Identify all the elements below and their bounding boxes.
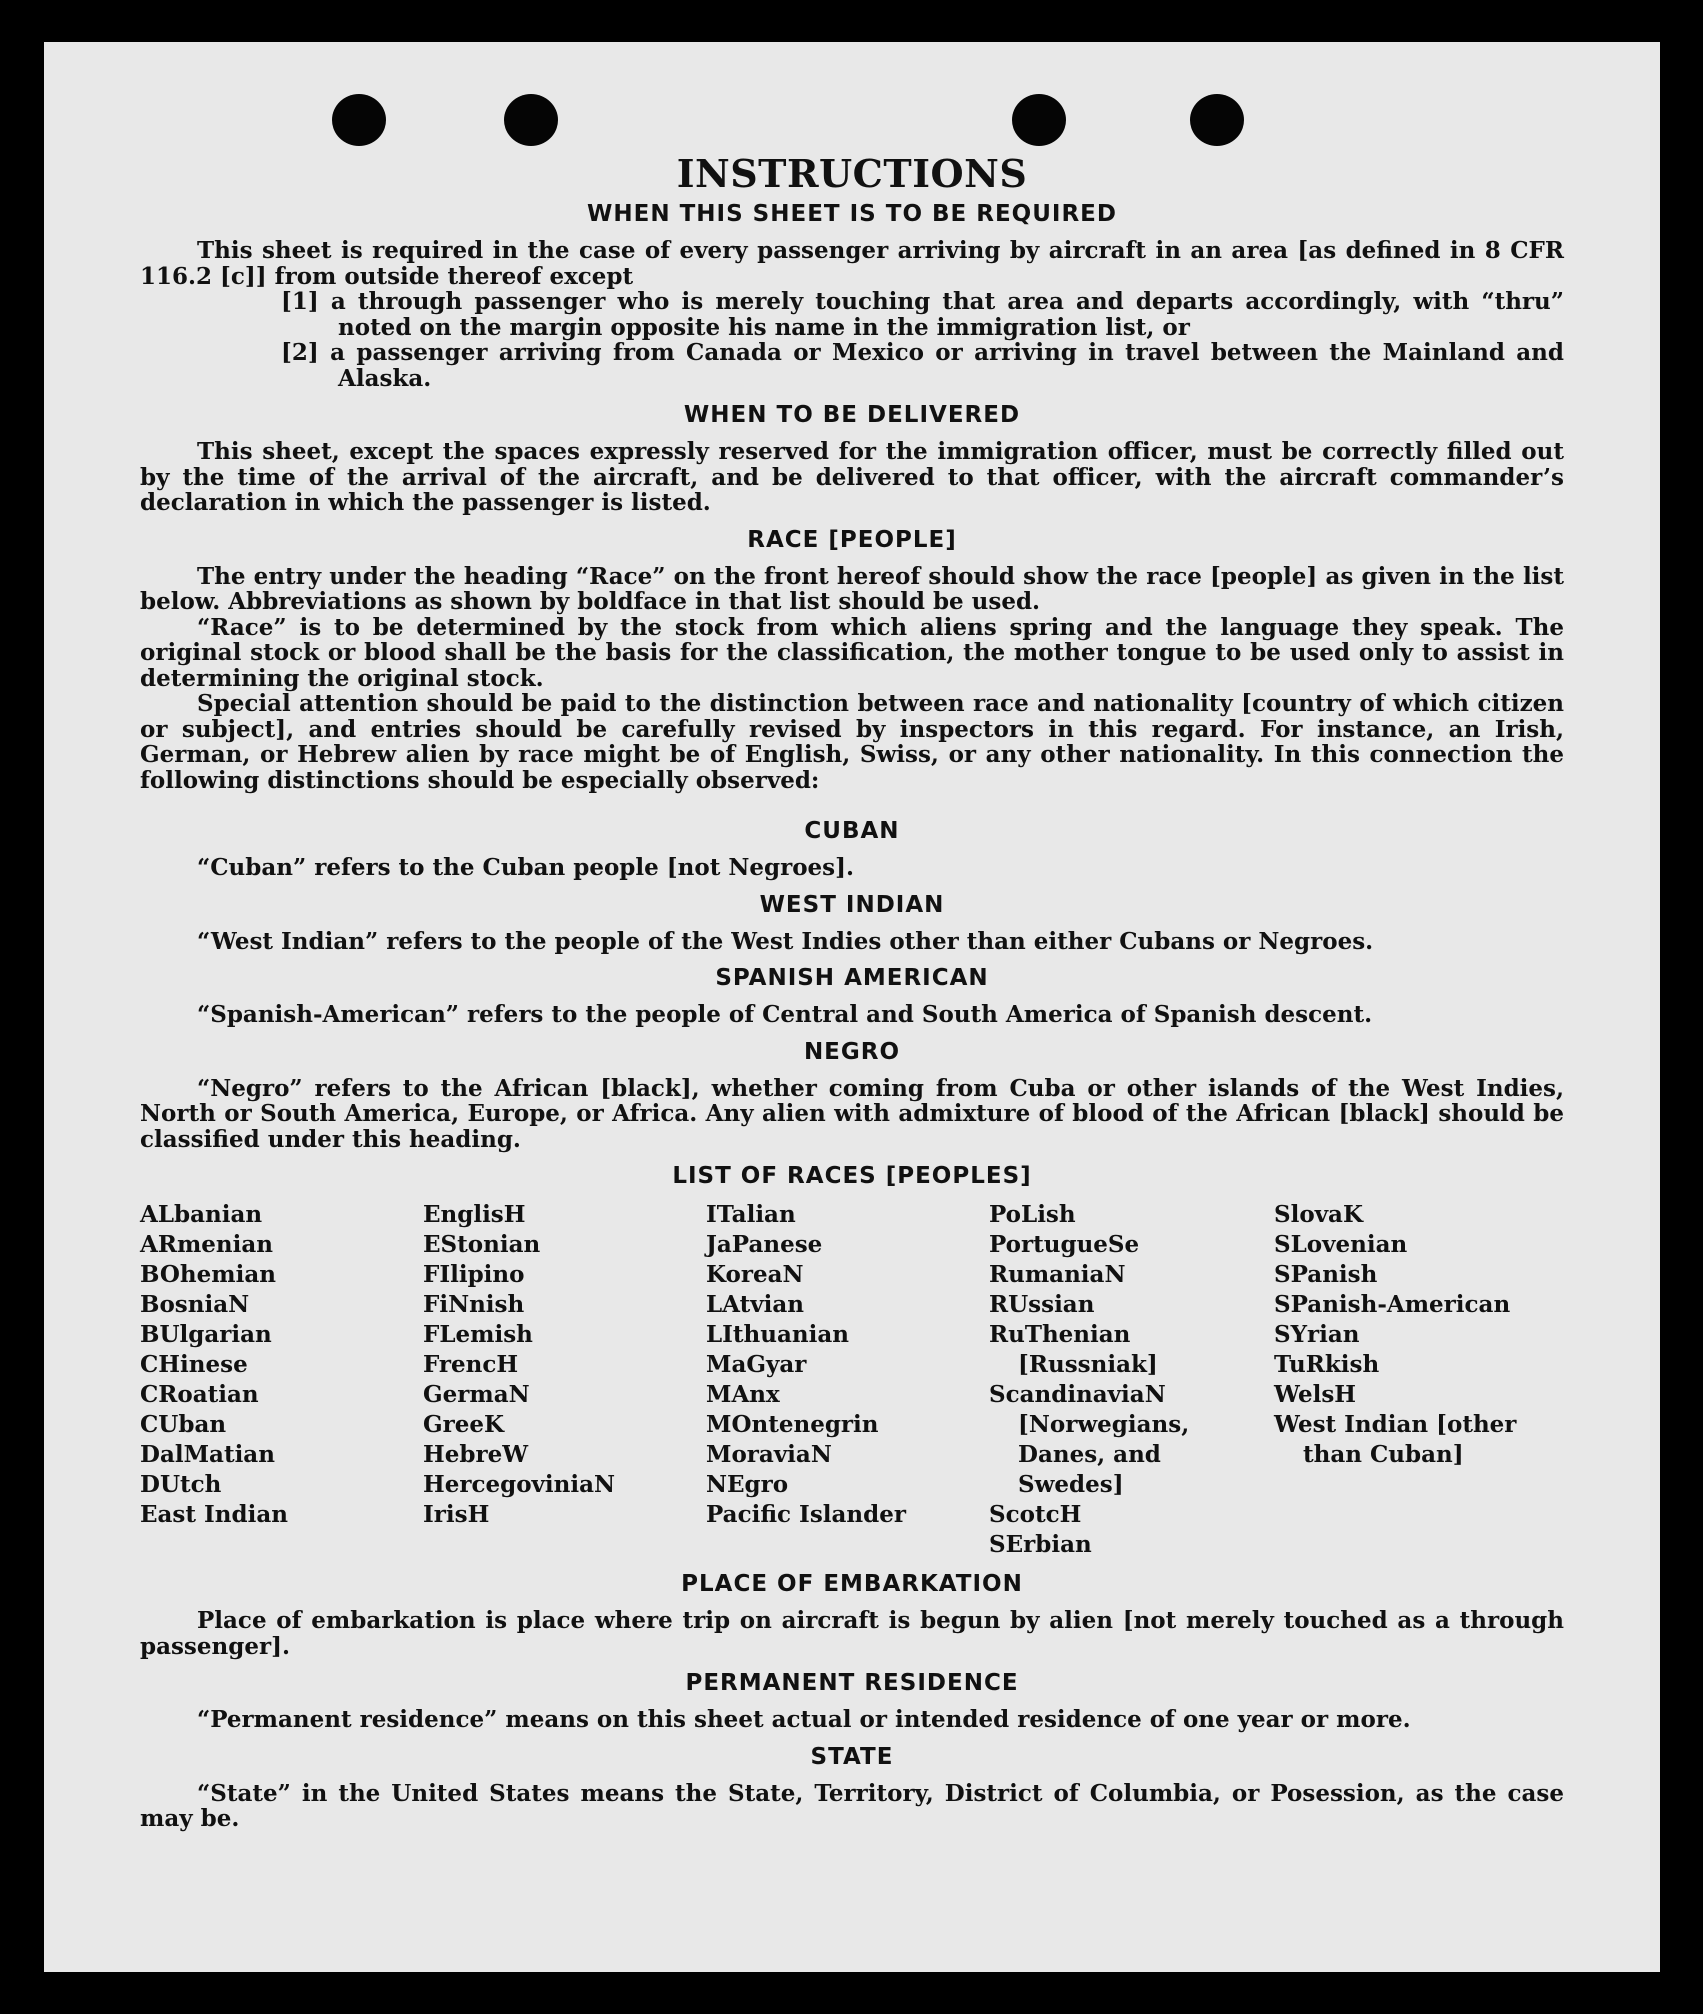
race-list-item: ScandinaviaN [Norwegians, Danes, and Swedes] xyxy=(989,1381,1190,1498)
race-list-item: RumaniaN xyxy=(989,1261,1126,1288)
race-list-item: LIthuanian xyxy=(706,1321,849,1348)
race-list-item: Pacific Islander xyxy=(706,1501,906,1528)
heading-delivered: WHEN TO BE DELIVERED xyxy=(683,402,1021,428)
race-list-item: DalMatian xyxy=(140,1441,275,1468)
race-list-column xyxy=(1274,1200,1564,1560)
race-list-item: JaPanese xyxy=(706,1231,823,1258)
race-list-item: FrencH xyxy=(423,1351,519,1378)
race-list-item: EnglisH xyxy=(423,1201,526,1228)
race-list-table xyxy=(140,1200,1564,1560)
race-list-item: BOhemian xyxy=(140,1261,276,1288)
negro-text: “Negro” refers to the African [black], whether coming from Cuba or other islands of the West Indies, North or South America, Europe, or Africa. Any alien with admixture of blood of the African [black] should be classified under this heading. xyxy=(140,1074,1564,1153)
race-list-item: SYrian xyxy=(1274,1321,1360,1348)
race-list-column xyxy=(140,1200,423,1560)
heading-required: WHEN THIS SHEET IS TO BE REQUIRED xyxy=(587,201,1117,227)
race-list-item: IrisH xyxy=(423,1501,490,1528)
cuban-text: “Cuban” refers to the Cuban people [not Negroes]. xyxy=(197,854,855,881)
race-list-item: SPanish-American xyxy=(1274,1291,1511,1318)
required-item-2: [2] a passenger arriving from Canada or Mexico or arriving in travel between the Mainland and Alaska. xyxy=(281,339,1564,392)
race-list-item: EStonian xyxy=(423,1231,541,1258)
race-list-item: PoLish xyxy=(989,1201,1076,1228)
race-list-item: FiNnish xyxy=(423,1291,525,1318)
heading-state: STATE xyxy=(810,1743,894,1770)
heading-cuban: CUBAN xyxy=(804,818,900,844)
embarkation-text: Place of embarkation is place where trip on aircraft is begun by alien [not merely touched as a through passenger]. xyxy=(140,1607,1564,1660)
heading-embarkation: PLACE OF EMBARKATION xyxy=(681,1571,1023,1597)
race-list-item: RuThenian [Russniak] xyxy=(989,1321,1158,1378)
race-list-item: SLovenian xyxy=(1274,1231,1408,1258)
race-list-item: MAnx xyxy=(706,1381,780,1408)
heading-permanent-residence: PERMANENT RESIDENCE xyxy=(685,1670,1019,1696)
race-list-item: RUssian xyxy=(989,1291,1095,1318)
heading-race: RACE [PEOPLE] xyxy=(747,526,957,553)
race-list-item: BosniaN xyxy=(140,1291,250,1318)
punch-hole xyxy=(1012,94,1066,146)
race-list-item: CUban xyxy=(140,1411,227,1438)
page-title: INSTRUCTIONS xyxy=(676,151,1028,196)
race-list-item: WelsH xyxy=(1274,1381,1357,1408)
race-list-item: SlovaK xyxy=(1274,1201,1363,1228)
west-indian-text: “West Indian” refers to the people of the West Indies other than either Cubans or Negroes. xyxy=(197,927,1374,955)
race-list-column xyxy=(989,1200,1274,1560)
race-list-item: ITalian xyxy=(706,1201,796,1228)
race-list-item: GreeK xyxy=(423,1411,505,1438)
race-list-item: BUlgarian xyxy=(140,1321,272,1348)
delivered-text: This sheet, except the spaces expressly reserved for the immigration officer, must be correctly filled out by the time of the arrival of the aircraft, and be delivered to that officer, with the aircraft commander’s declaration in which the passenger is listed. xyxy=(140,438,1564,516)
race-paragraph-1: The entry under the heading “Race” on the front hereof should show the race [people] as given in the list below. Abbreviations as shown by boldface in that list should be used. xyxy=(140,562,1564,615)
race-list-item: GermaN xyxy=(423,1381,530,1408)
race-list-item: CHinese xyxy=(140,1351,248,1378)
punch-hole xyxy=(332,94,386,146)
race-list-item: West Indian [other than Cuban] xyxy=(1274,1411,1517,1468)
race-list-item: LAtvian xyxy=(706,1291,804,1318)
punch-hole xyxy=(504,94,558,146)
race-list-column xyxy=(423,1200,706,1560)
race-list-item: FIlipino xyxy=(423,1261,525,1288)
race-paragraph-3: Special attention should be paid to the distinction between race and nationality [country of which citizen or subject], and entries should be carefully revised by inspectors in this regard. For instance, an Irish, German, or Hebrew alien by race might be of English, Swiss, or any other nationality. In this connection the following distinctions should be especially observed: xyxy=(140,690,1564,794)
race-list-item: SErbian xyxy=(989,1531,1092,1558)
race-list-item: HercegoviniaN xyxy=(423,1471,616,1498)
race-list-column xyxy=(706,1200,989,1560)
race-list-item: MoraviaN xyxy=(706,1441,832,1468)
race-list-item: MaGyar xyxy=(706,1351,807,1378)
race-list-item: HebreW xyxy=(423,1441,529,1468)
race-list-item: ARmenian xyxy=(140,1231,274,1258)
race-list-item: SPanish xyxy=(1274,1261,1378,1288)
heading-list-of-races: LIST OF RACES [PEOPLES] xyxy=(672,1163,1032,1189)
race-list-item: ALbanian xyxy=(140,1201,263,1228)
race-list-item: PortugueSe xyxy=(989,1231,1140,1258)
race-list-item: ScotcH xyxy=(989,1501,1082,1528)
race-list-item: MOntenegrin xyxy=(706,1411,879,1438)
state-text: “State” in the United States means the State, Territory, District of Columbia, or Posession, as the case may be. xyxy=(140,1779,1564,1832)
heading-west-indian: WEST INDIAN xyxy=(759,891,945,918)
required-intro: This sheet is required in the case of every passenger arriving by aircraft in an area [as defined in 8 CFR 116.2 [c]] from outside thereof except xyxy=(140,237,1564,290)
race-list-item: FLemish xyxy=(423,1321,533,1348)
race-list-item: DUtch xyxy=(140,1471,222,1498)
race-list-item: East Indian xyxy=(140,1501,288,1528)
punch-hole xyxy=(1190,94,1244,146)
permanent-residence-text: “Permanent residence” means on this sheet actual or intended residence of one year or more. xyxy=(197,1706,1411,1733)
race-paragraph-2: “Race” is to be determined by the stock from which aliens spring and the language they speak. The original stock or blood shall be the basis for the classification, the mother tongue to be used only to assist in determining the original stock. xyxy=(140,613,1564,692)
race-list-item: TuRkish xyxy=(1274,1351,1380,1378)
spanish-american-text: “Spanish-American” refers to the people of Central and South America of Spanish descent. xyxy=(197,1001,1373,1028)
race-list-item: NEgro xyxy=(706,1471,789,1498)
required-item-1: [1] a through passenger who is merely touching that area and departs accordingly, with “thru” noted on the margin opposite his name in the immigration list, or xyxy=(281,288,1564,341)
heading-negro: NEGRO xyxy=(803,1038,901,1065)
heading-spanish-american: SPANISH AMERICAN xyxy=(715,965,989,991)
race-list-item: KoreaN xyxy=(706,1261,804,1288)
instructions-body xyxy=(140,152,1564,1832)
document-page xyxy=(44,42,1660,1972)
race-list-item: CRoatian xyxy=(140,1381,259,1408)
